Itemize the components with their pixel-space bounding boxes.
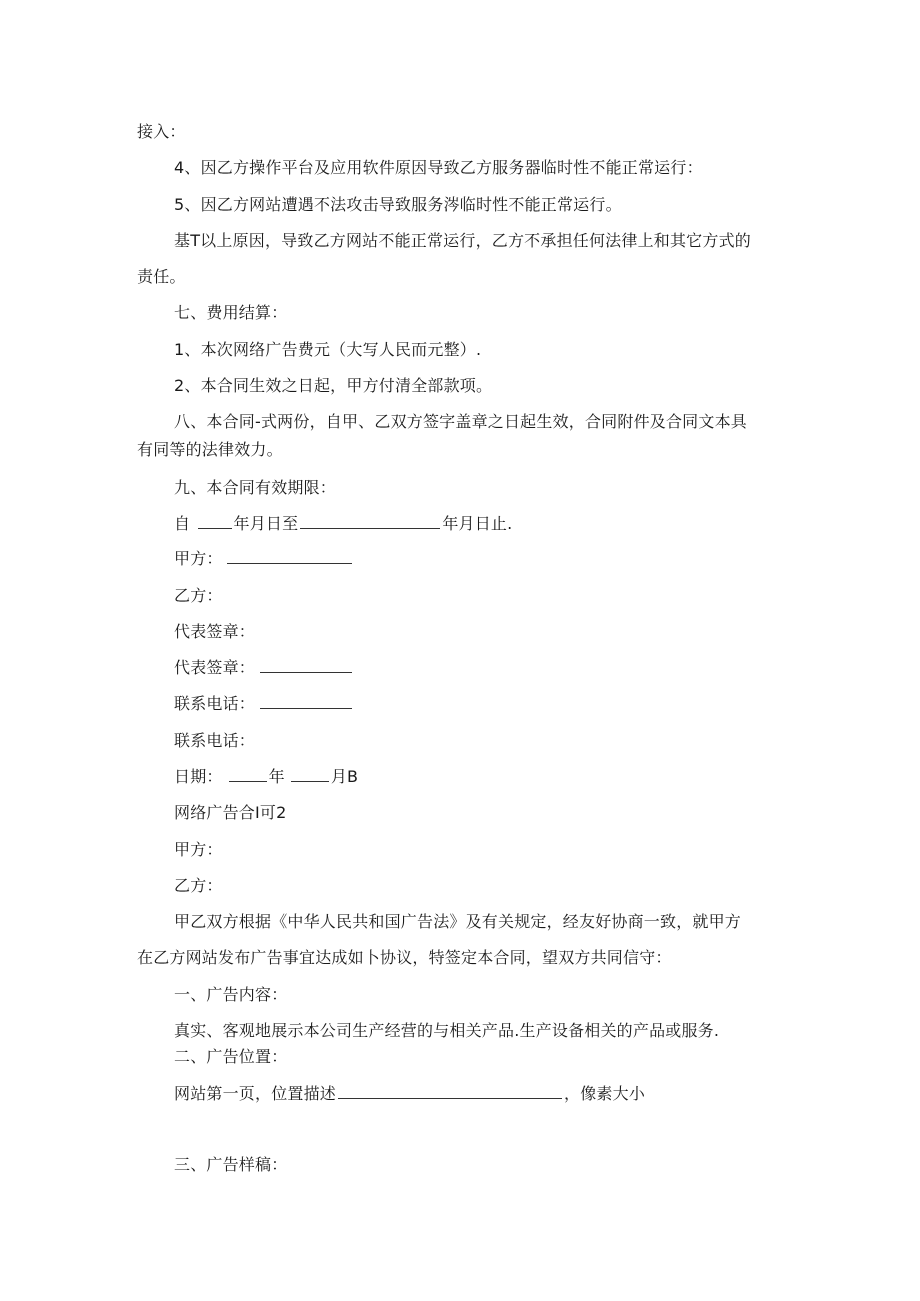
blank-field	[227, 549, 352, 564]
text-line: 有同等的法律效力。	[137, 440, 283, 459]
signature-line: 代表签章：	[174, 622, 256, 641]
text-line: 2、本合同生效之日起，甲方付清全部款项。	[174, 376, 493, 395]
party-a-line: 甲方：	[174, 549, 354, 569]
section-heading: 二、广告位置：	[174, 1047, 288, 1066]
text-line: 在乙方网站发布广告事宜达成如卜协议，特签定本合同，望双方共同信守：	[137, 948, 672, 967]
blank-field	[229, 767, 267, 782]
text-line: 基T以上原因，导致乙方网站不能正常运行，乙方不承担任何法律上和其它方式的	[174, 231, 751, 250]
section-heading: 一、广告内容：	[174, 985, 288, 1004]
position-line: 网站第一页，位置描述 ，像素大小	[174, 1084, 646, 1103]
document-title: 网络广告合I可2	[174, 803, 287, 822]
section-heading: 三、广告样稿：	[174, 1155, 288, 1174]
blank-field	[300, 514, 440, 529]
validity-period-line	[174, 514, 512, 534]
blank-field	[338, 1084, 562, 1099]
phone-line: 联系电话：	[174, 694, 354, 714]
text-line: 八、本合同-式两份，自甲、乙双方签字盖章之日起生效，合同附件及合同文本具	[174, 412, 747, 431]
blank-field	[260, 658, 352, 673]
text-line: 1、本次网络广告费元（大写人民而元整）.	[174, 340, 482, 359]
blank-field	[198, 514, 232, 529]
section-heading: 七、费用结算：	[174, 303, 288, 322]
blank-field	[260, 694, 352, 709]
party-b-line: 乙方：	[174, 586, 223, 605]
period-end: 年月日止.	[442, 514, 513, 533]
text-line: 真实、客观地展示本公司生产经营的与相关产品.生产设备相关的产品或服务.	[174, 1021, 720, 1040]
blank-field	[291, 767, 329, 782]
period-from: 自	[174, 514, 191, 533]
text-line: 甲乙双方根据《中华人民共和国广告法》及有关规定，经友好协商一致，就甲方	[174, 912, 742, 931]
text-line: 5、因乙方网站遭遇不法攻击导致服务涔临时性不能正常运行。	[174, 195, 622, 214]
text-line: 责任。	[137, 267, 186, 286]
party-a-line: 甲方：	[174, 840, 223, 859]
party-b-line: 乙方：	[174, 876, 223, 895]
text-line: 4、因乙方操作平台及应用软件原因导致乙方服务器临时性不能正常运行：	[174, 158, 703, 177]
period-mid: 年月日至	[233, 514, 299, 533]
phone-line: 联系电话：	[174, 731, 256, 750]
section-heading: 九、本合同有效期限：	[174, 478, 337, 497]
text-line: 接入：	[137, 122, 186, 141]
signature-line: 代表签章：	[174, 658, 354, 678]
date-line: 日期： 年 月B	[174, 767, 359, 786]
